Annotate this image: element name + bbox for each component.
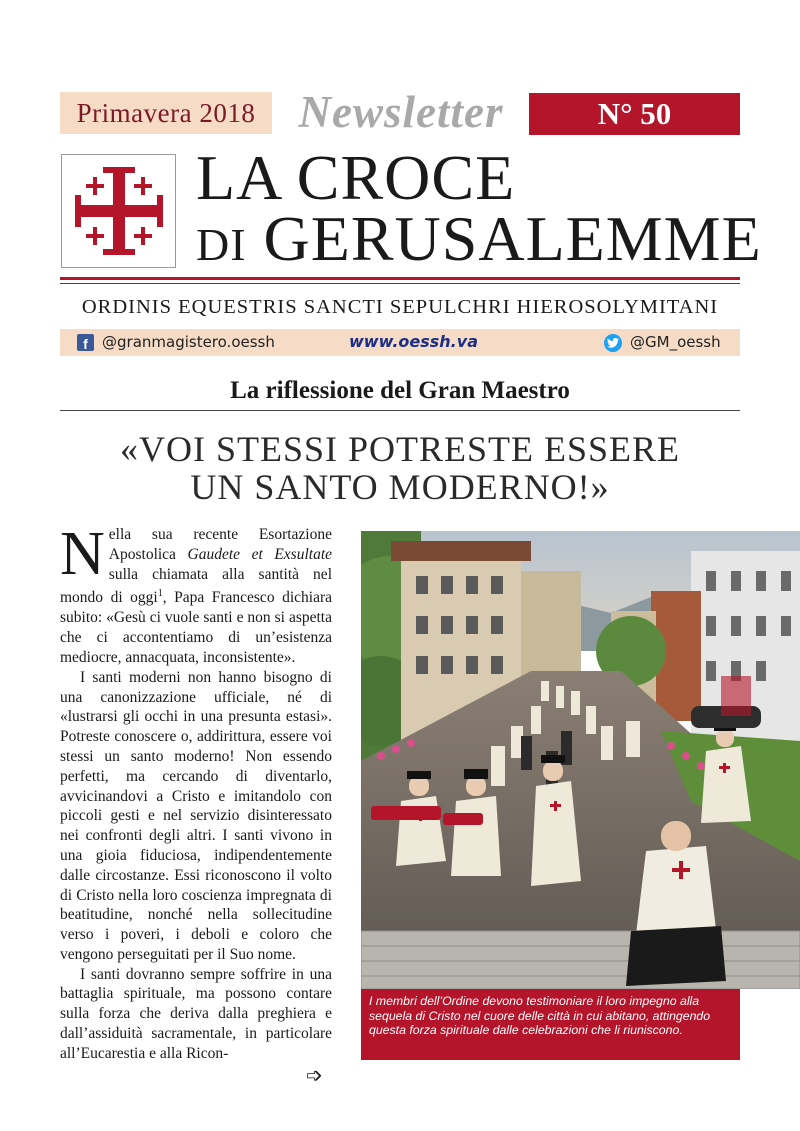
masthead-rule bbox=[60, 277, 740, 280]
section-rule bbox=[60, 410, 740, 411]
paragraph-1 bbox=[60, 520, 332, 668]
issue-number: N° 50 bbox=[529, 93, 740, 135]
headline-line2: UN SANTO MODERNO!» bbox=[190, 467, 610, 507]
procession-photo bbox=[361, 531, 800, 989]
twitter-icon[interactable] bbox=[604, 334, 622, 352]
newsletter-label: Newsletter bbox=[298, 87, 504, 137]
procession-illustration bbox=[361, 531, 800, 989]
jerusalem-cross-logo bbox=[61, 154, 176, 268]
photo-caption: I membri dell’Ordine devono testimoniare il loro impegno alla sequela di Cristo nel cuore delle città in cui abitano, attingendo questa forza spirituale dalle celebrazioni che li riuniscono. bbox=[361, 989, 740, 1060]
order-name: ORDINIS EQUESTRIS SANCTI SEPULCHRI HIEROSOLYMITANI bbox=[81, 295, 719, 318]
publication-title-line2 bbox=[196, 203, 762, 274]
publication-title-line1: LA CROCE bbox=[196, 142, 516, 213]
article-headline bbox=[60, 430, 740, 506]
text-run: ella sua recente Esortazione Apostolica bbox=[108, 526, 332, 563]
text-run: sulla chiamata alla santità nel mondo di oggi bbox=[60, 565, 332, 607]
title-main: GERUSALEMME bbox=[263, 203, 762, 274]
continue-arrow-icon[interactable]: ➩ bbox=[306, 1063, 323, 1087]
twitter-bird-icon bbox=[607, 338, 619, 348]
facebook-icon[interactable]: f bbox=[77, 334, 94, 351]
title-prefix: DI bbox=[196, 219, 247, 270]
article-body bbox=[60, 520, 332, 1064]
section-title: La riflessione del Gran Maestro bbox=[230, 377, 570, 404]
facebook-handle-link[interactable]: @granmagistero.oessh bbox=[102, 333, 275, 351]
jerusalem-cross-icon bbox=[71, 163, 167, 259]
drop-cap: N bbox=[60, 520, 105, 588]
season-label: Primavera 2018 bbox=[60, 92, 272, 134]
social-bar bbox=[60, 329, 740, 356]
headline-line1: «VOI STESSI POTRESTE ESSERE bbox=[119, 429, 681, 469]
twitter-handle-link[interactable]: @GM_oessh bbox=[630, 333, 721, 351]
paragraph-2: I santi moderni non hanno bisogno di una canonizzazione ufficiale, né di «lustrarsi gli occhi in una presunta estasi». Potreste conoscere o, addirittura, essere voi stessi un santo moderno! Non essendo perfetti, ma cercando di diventarlo, avvicinandovi a Cristo e imitandolo con piccoli gesti e nel servizio disinteressato nei confronti degli altri. I santi vivono in una gioia fiduciosa, indipendentemente dalle circostanze. Essi riconoscono il volto di Cristo nella loro coscienza impregnata di beatitudine, nonché nella sollecitudine verso i poveri, i deboli e coloro che vengono perseguitati per il Suo nome. bbox=[60, 668, 332, 963]
footnote-ref[interactable]: 1 bbox=[157, 588, 163, 600]
paragraph-3: I santi dovranno sempre soffrire in una battaglia spirituale, ma possono contare sulla forza che deriva dalla preghiera e dall’assiduità sacramentale, in particolare all’Eucarestia e alla Ricon- bbox=[60, 965, 332, 1062]
document-title-italic: Gaudete et Exsultate bbox=[187, 545, 332, 563]
website-link[interactable]: www.oessh.va bbox=[349, 332, 478, 351]
text-run: , Papa Francesco dichiara subito: «Gesù ci vuole santi e non si aspetta che ci accontentiamo di un’esistenza mediocre, annacquata, inconsistente». bbox=[60, 589, 332, 666]
masthead-rule-thin bbox=[60, 283, 740, 284]
